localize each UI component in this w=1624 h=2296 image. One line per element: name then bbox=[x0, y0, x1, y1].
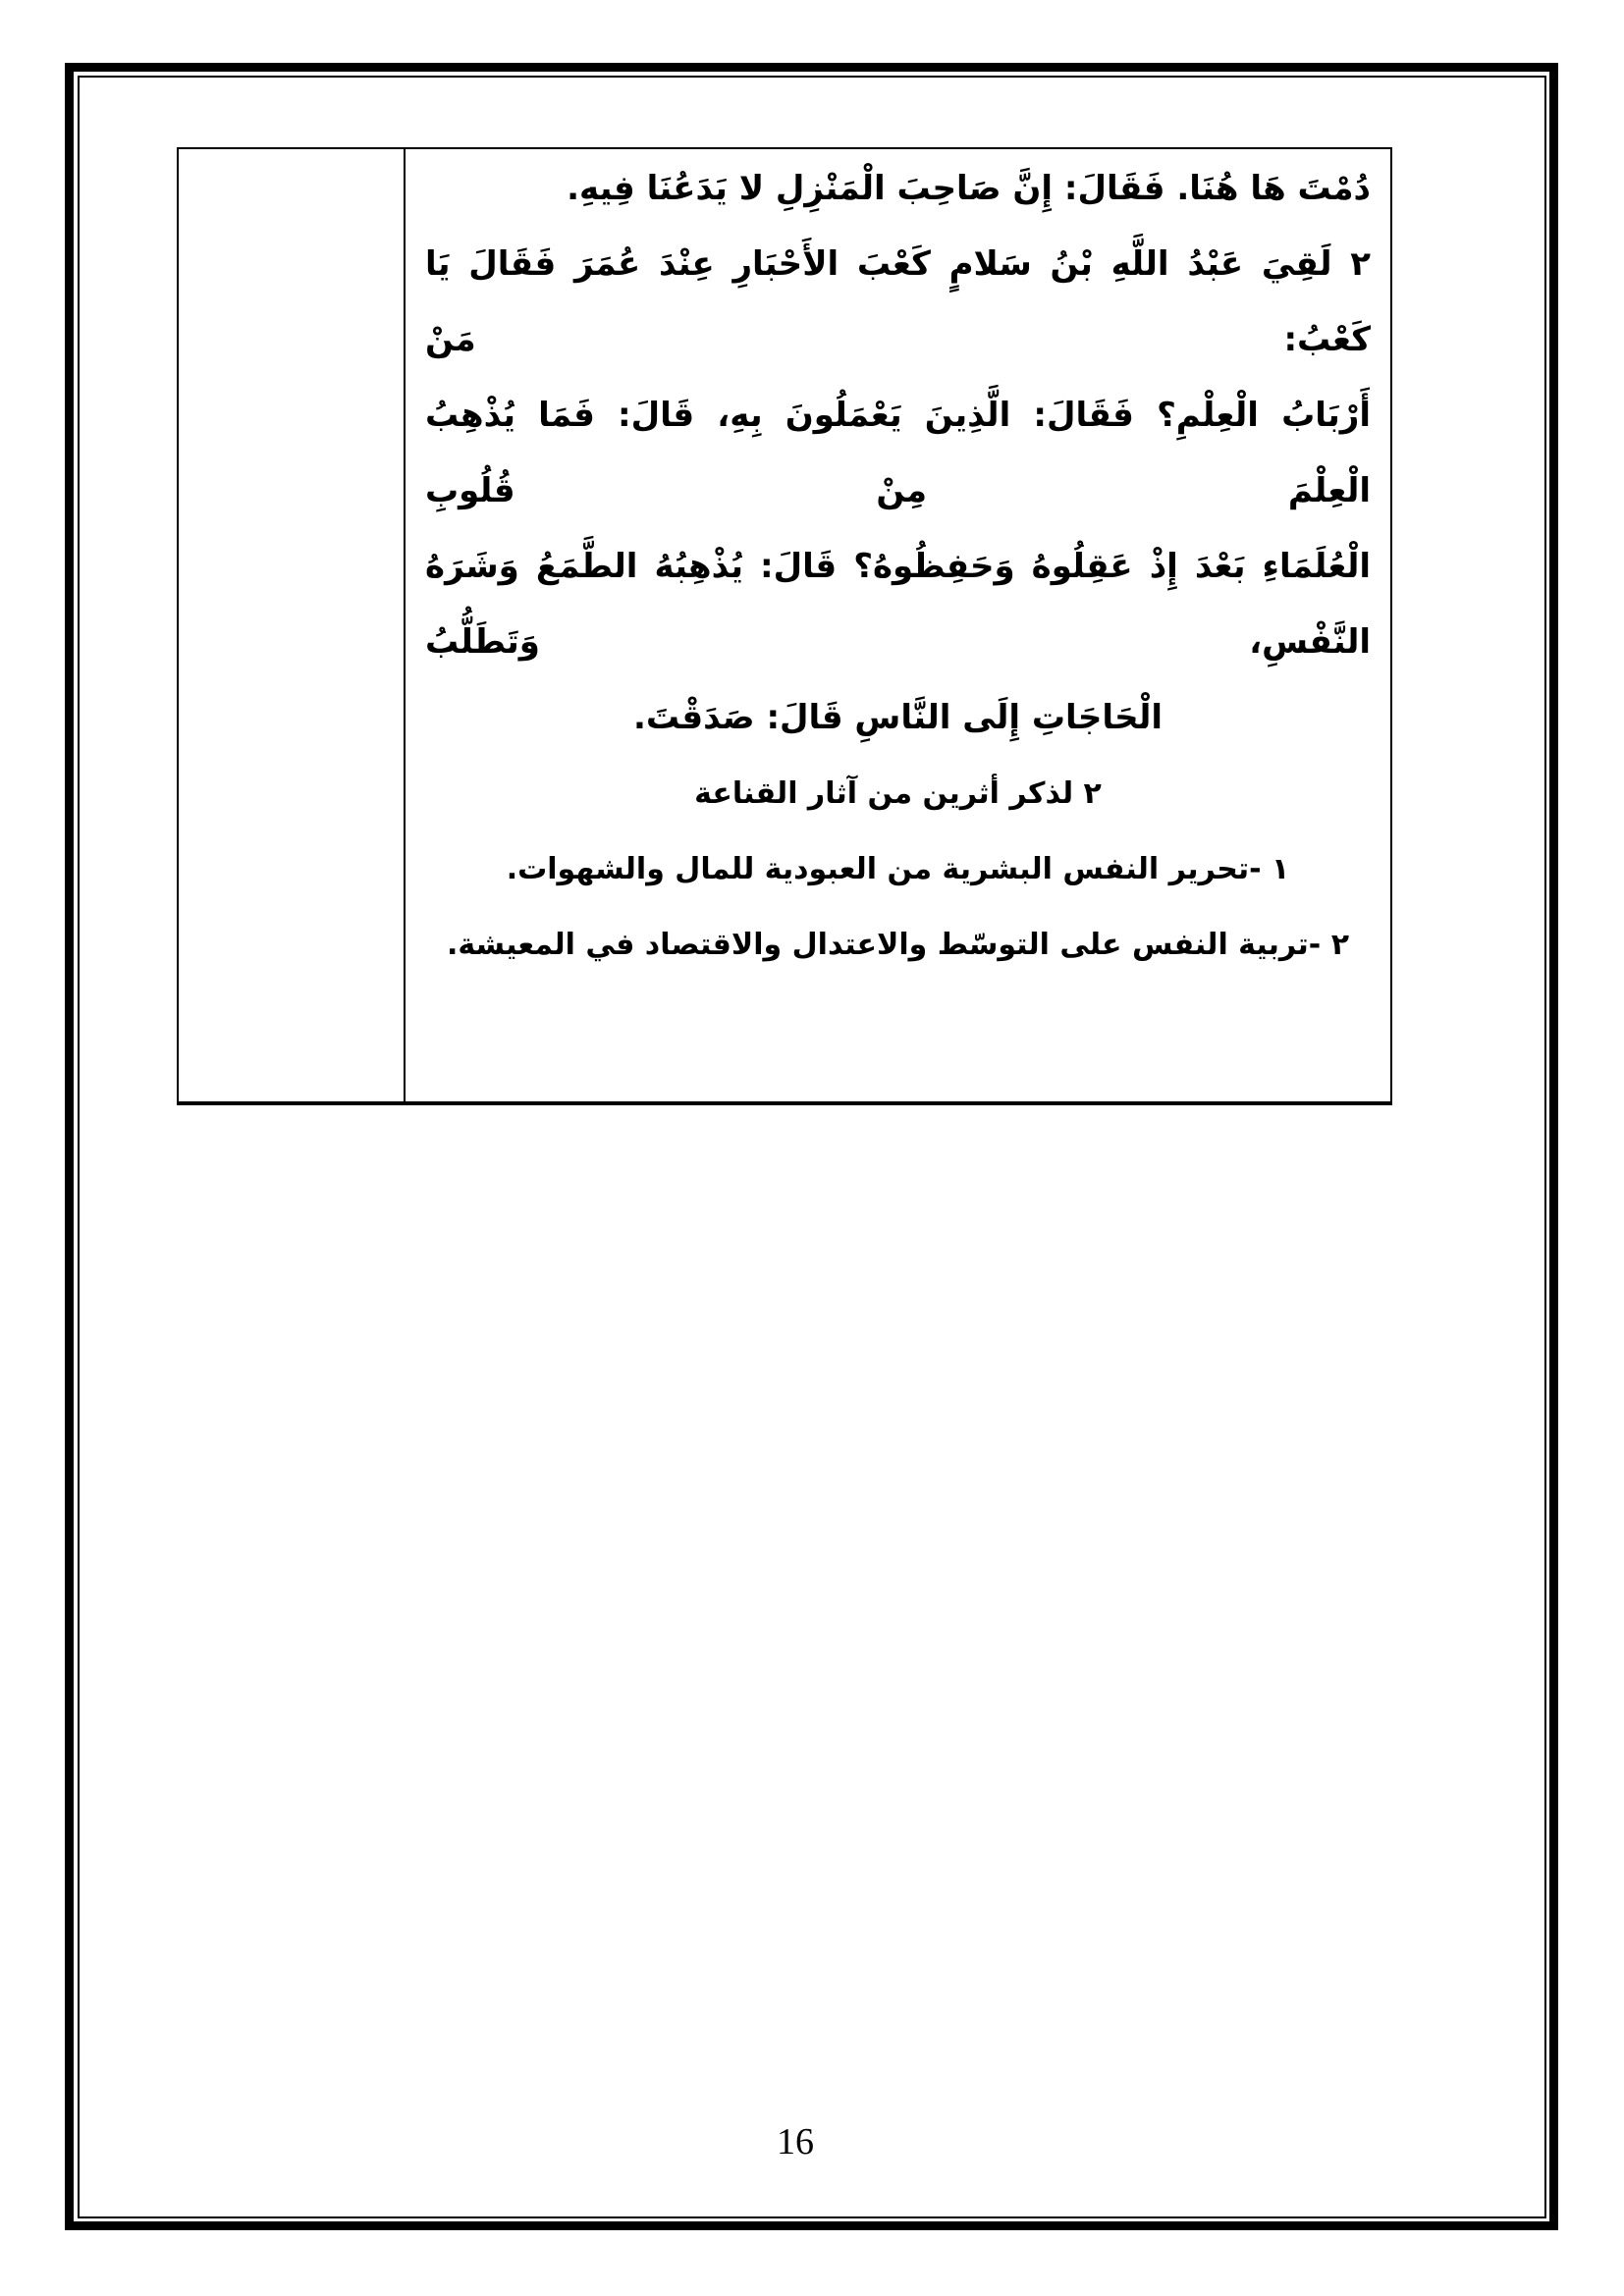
text-line-8: ٢ -تربية النفس على التوسّط والاعتدال والاقتصاد في المعيشة. bbox=[446, 928, 1350, 962]
table-cell-note bbox=[179, 149, 406, 1101]
text-line-4: الْعُلَمَاءِ بَعْدَ إِذْ عَقِلُوهُ وَحَفِظُوهُ؟ قَالَ: يُذْهِبُهُ الطَّمَعُ وَشَرَهُ النَّفْسِ، وَتَطَلُّبُ bbox=[425, 547, 1371, 662]
text-line-6: ٢ لذكر أثرين من آثار القناعة bbox=[694, 776, 1102, 811]
page-number: 16 bbox=[777, 2121, 814, 2163]
text-line-3: أَرْبَابُ الْعِلْمِ؟ فَقَالَ: الَّذِينَ يَعْمَلُونَ بِهِ، قَالَ: فَمَا يُذْهِبُ الْعِلْمَ مِنْ قُلُوبِ bbox=[425, 396, 1371, 510]
content-table bbox=[177, 147, 1392, 1105]
text-line-1: دُمْتَ هَا هُنَا. فَقَالَ: إِنَّ صَاحِبَ الْمَنْزِلِ لا يَدَعُنَا فِيهِ. bbox=[567, 169, 1371, 208]
table-cell-text bbox=[406, 149, 1390, 1101]
text-line-7: ١ -تحرير النفس البشرية من العبودية للمال والشهوات. bbox=[506, 852, 1290, 886]
text-line-5: الْحَاجَاتِ إِلَى النَّاسِ قَالَ: صَدَقْتَ. bbox=[632, 698, 1164, 737]
text-line-2: ٢ لَقِيَ عَبْدُ اللَّهِ بْنُ سَلامٍ كَعْبَ الأَحْبَارِ عِنْدَ عُمَرَ فَقَالَ يَا كَعْبُ: مَنْ bbox=[425, 244, 1371, 359]
